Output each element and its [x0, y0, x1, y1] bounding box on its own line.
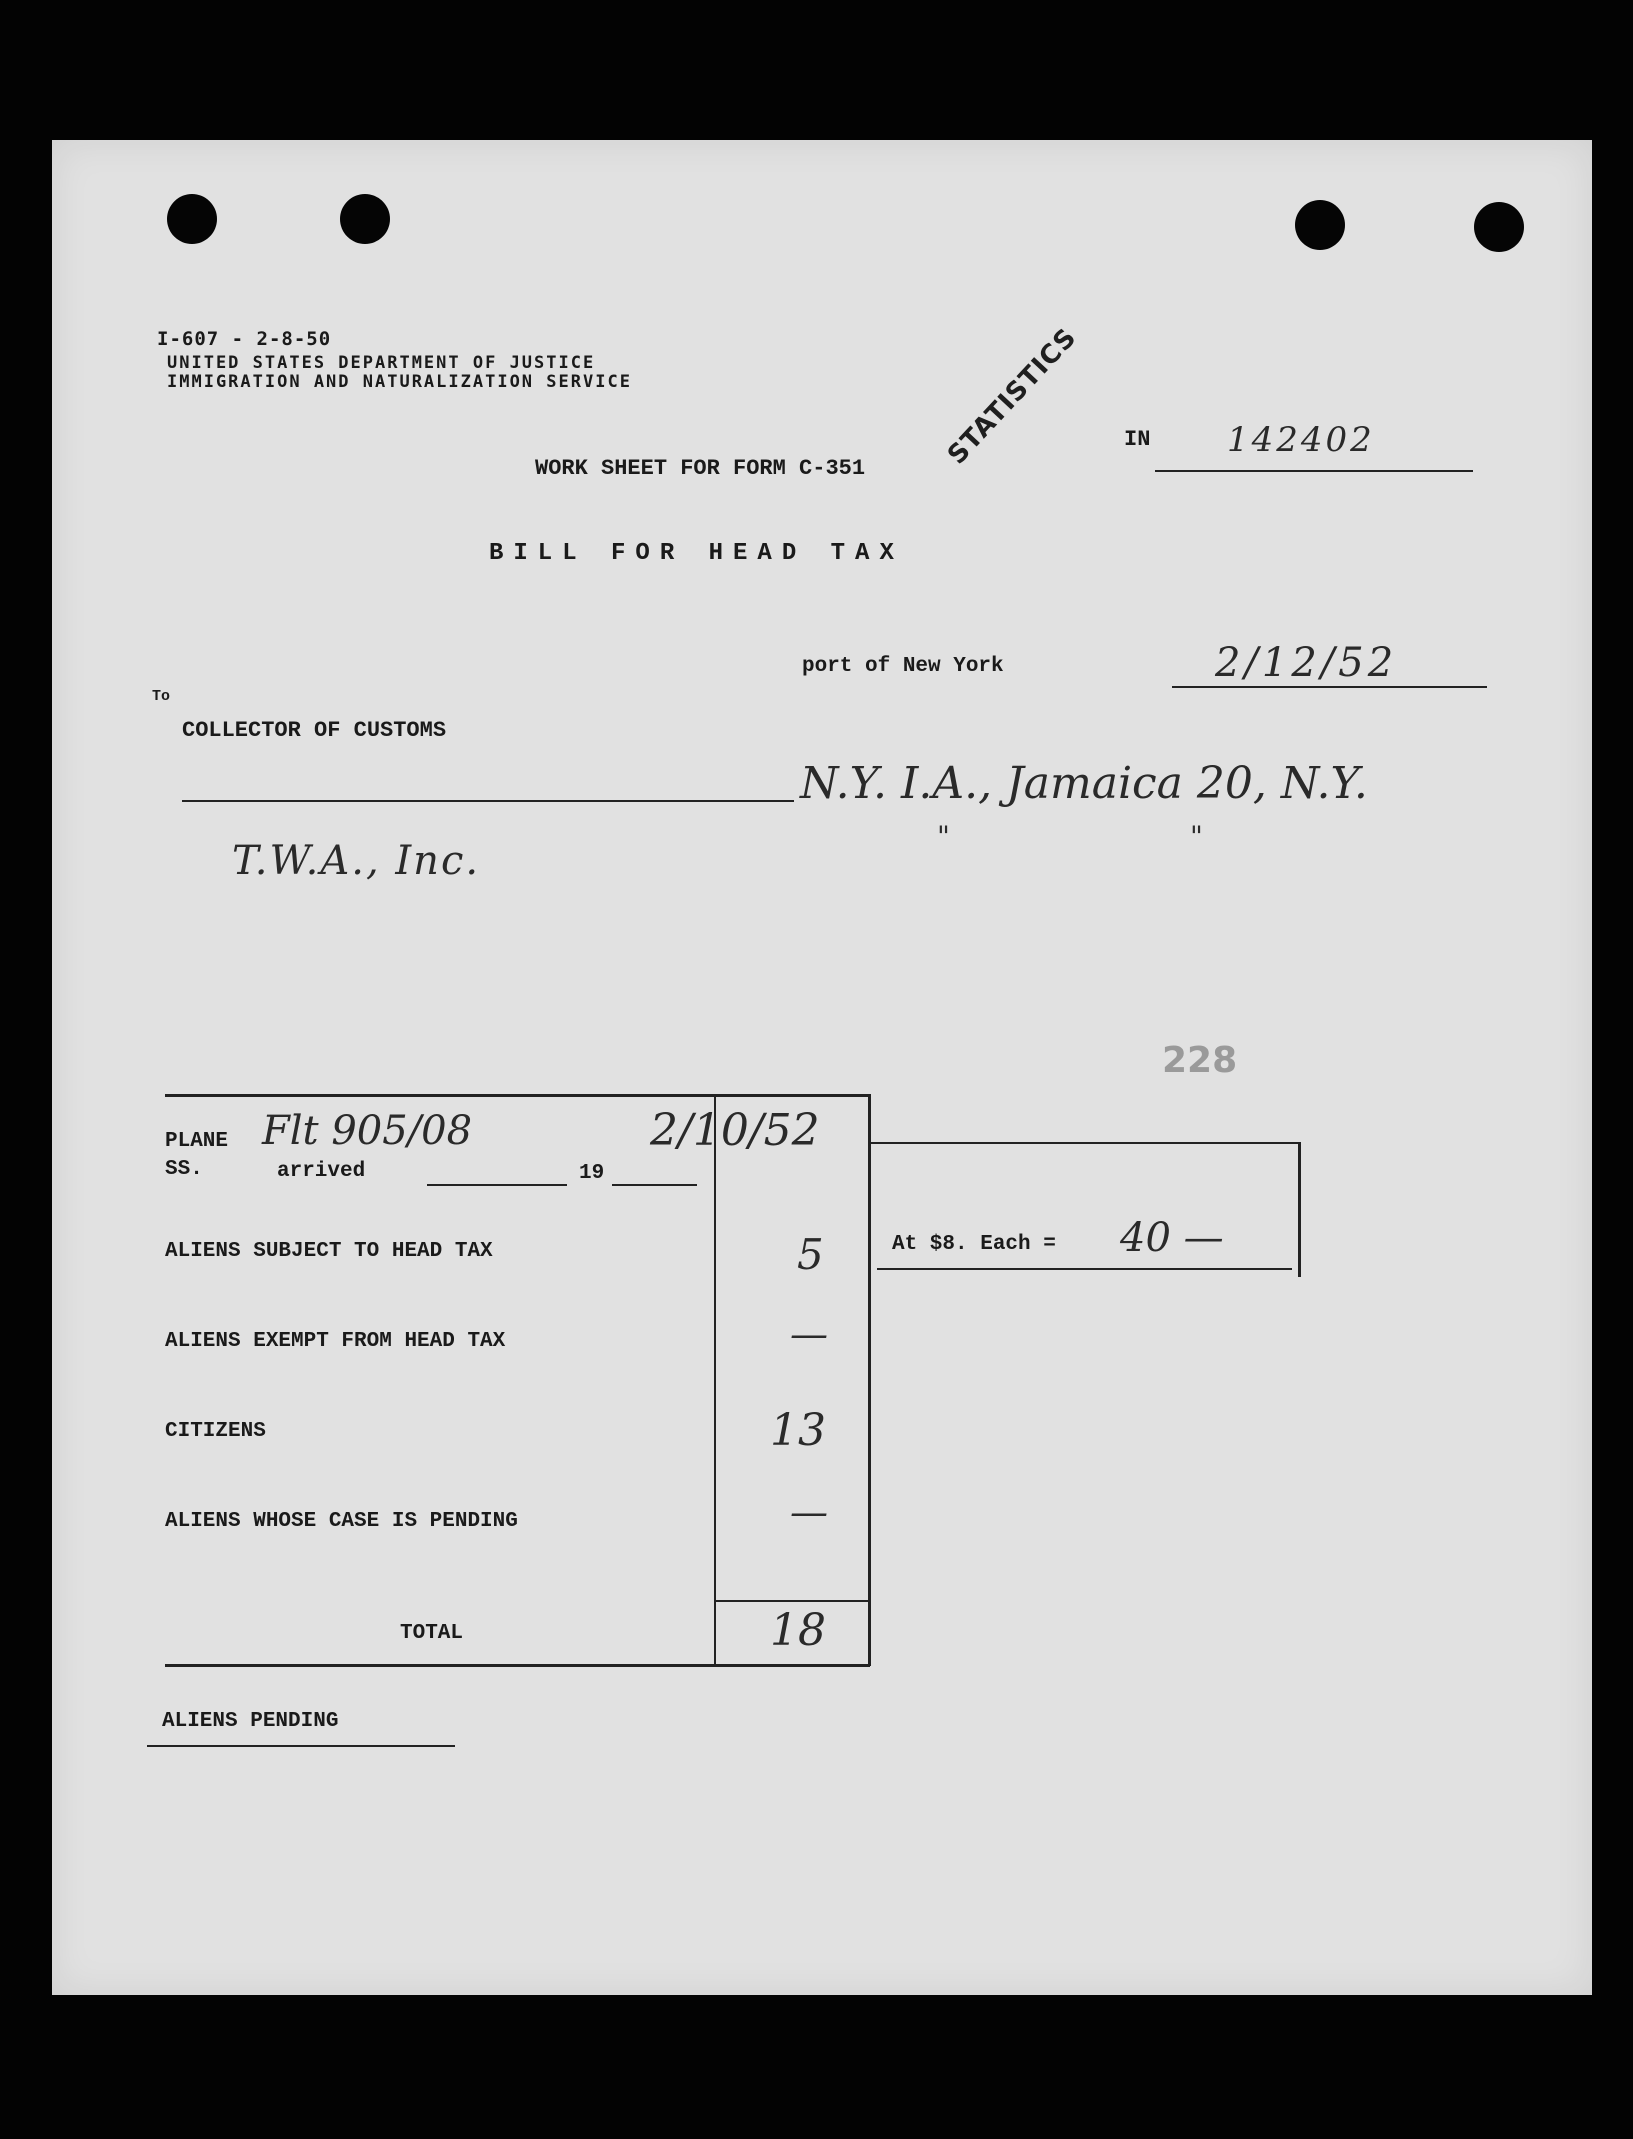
row-label-exempt: ALIENS EXEMPT FROM HEAD TAX — [165, 1330, 506, 1353]
bill-title: BILL FOR HEAD TAX — [489, 540, 904, 567]
document-sheet — [52, 140, 1592, 1995]
row-value-citizens: 13 — [770, 1405, 826, 1456]
rate-box-top — [870, 1142, 1300, 1144]
row-label-citizens: CITIZENS — [165, 1420, 266, 1443]
row-value-exempt: — — [790, 1312, 828, 1356]
in-number: 142402 — [1227, 420, 1375, 460]
flight-handwritten: Flt 905/08 — [262, 1108, 473, 1154]
punch-hole — [1474, 202, 1524, 252]
punch-hole — [167, 194, 217, 244]
address-handwritten: N.Y. I.A., Jamaica 20, N.Y. — [800, 758, 1368, 809]
aliens-pending-underline — [147, 1745, 455, 1747]
rate-label: At $8. Each = — [892, 1233, 1056, 1256]
table-top-border — [165, 1094, 870, 1097]
in-number-underline — [1155, 470, 1473, 472]
date-underline — [1172, 686, 1487, 688]
arrived-underline — [427, 1184, 567, 1186]
collector-underline — [182, 800, 794, 802]
punch-hole — [340, 194, 390, 244]
total-value: 18 — [770, 1605, 826, 1656]
year-underline — [612, 1184, 697, 1186]
aliens-pending-label: ALIENS PENDING — [162, 1710, 339, 1733]
arrival-date: 2/10/52 — [650, 1105, 820, 1156]
total-separator — [714, 1600, 869, 1602]
statistics-stamp: STATISTICS — [942, 322, 1083, 471]
ss-label: SS. — [165, 1158, 203, 1181]
rate-amount: 40 — — [1120, 1215, 1224, 1261]
agency-line-1: UNITED STATES DEPARTMENT OF JUSTICE — [167, 353, 596, 373]
punch-hole — [1295, 200, 1345, 250]
rate-box-right — [1298, 1142, 1301, 1277]
year-prefix: 19 — [579, 1162, 605, 1185]
table-bottom-border — [165, 1664, 870, 1667]
ditto-mark: " — [1190, 820, 1203, 853]
to-prefix: To — [152, 688, 171, 705]
payer-handwritten: T.W.A., Inc. — [232, 838, 481, 884]
row-value-pending: — — [790, 1490, 828, 1534]
port-label: port of New York — [802, 655, 1004, 678]
table-value-column-right — [868, 1094, 871, 1666]
arrived-label: arrived — [277, 1160, 366, 1183]
agency-line-2: IMMIGRATION AND NATURALIZATION SERVICE — [167, 372, 632, 392]
in-label: IN — [1124, 427, 1151, 452]
row-label-pending: ALIENS WHOSE CASE IS PENDING — [165, 1510, 518, 1533]
collector-label: COLLECTOR OF CUSTOMS — [182, 718, 447, 743]
page-number-stamp: 228 — [1162, 1040, 1238, 1081]
form-number: I-607 - 2-8-50 — [157, 328, 332, 350]
total-label: TOTAL — [400, 1622, 464, 1645]
bill-date: 2/12/52 — [1215, 640, 1398, 686]
plane-label: PLANE — [165, 1130, 229, 1153]
rate-box-bottom — [877, 1268, 1292, 1270]
worksheet-title: WORK SHEET FOR FORM C-351 — [535, 456, 866, 481]
table-value-column-left — [714, 1094, 716, 1666]
ditto-mark: " — [937, 820, 950, 853]
row-label-subject: ALIENS SUBJECT TO HEAD TAX — [165, 1240, 493, 1263]
row-value-subject: 5 — [797, 1230, 824, 1279]
